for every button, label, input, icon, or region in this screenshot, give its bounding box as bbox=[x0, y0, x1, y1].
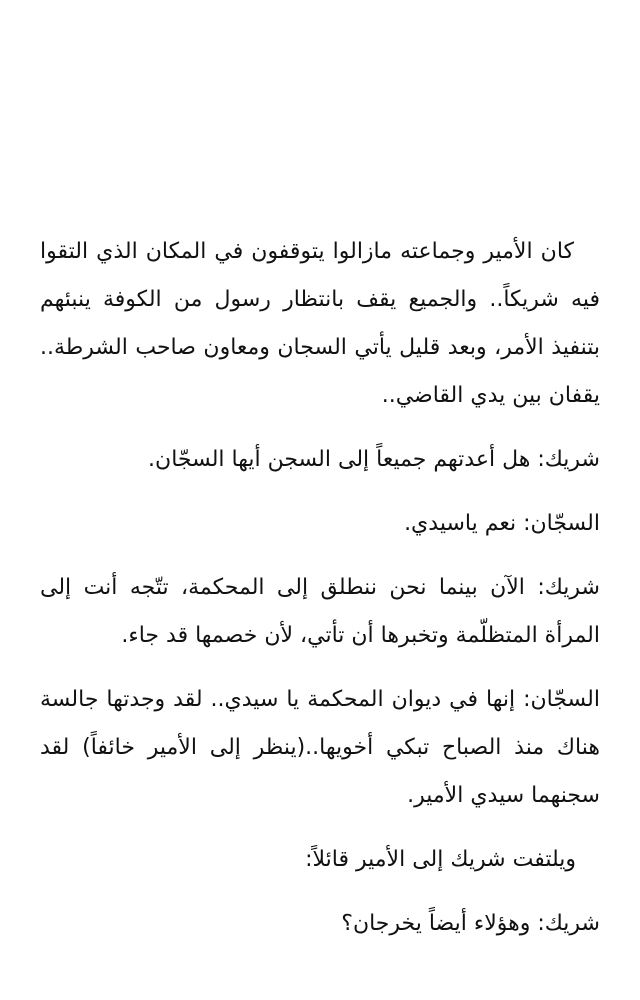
dialogue-line-jailer-1: السجّان: نعم ياسيدي. bbox=[404, 511, 600, 536]
dialogue-line-sharik-3: شريك: وهؤلاء أيضاً يخرجان؟ bbox=[341, 911, 600, 936]
page-text bbox=[40, 228, 600, 964]
dialogue-line-jailer-2: السجّان: إنها في ديوان المحكمة يا سيدي.. لقد وجدتها جالسة هناك منذ الصباح تبكي أخويها..(ينظر إلى الأمير خائفاً) لقد سجنهما سيدي الأمير. bbox=[40, 687, 600, 808]
dialogue-line-sharik-2: شريك: الآن بينما نحن ننطلق إلى المحكمة، تتّجه أنت إلى المرأة المتظلّمة وتخبرها أن تأتي، لأن خصمها قد جاء. bbox=[40, 575, 600, 648]
narration-paragraph: كان الأمير وجماعته مازالوا يتوقفون في المكان الذي التقوا فيه شريكاً.. والجميع يقف بانتظار رسول من الكوفة ينبئهم بتنفيذ الأمر، وبعد قليل يأتي السجان ومعاون صاحب الشرطة.. يقفان بين يدي القاضي.. bbox=[40, 239, 600, 408]
dialogue-line-sharik-1: شريك: هل أعدتهم جميعاً إلى السجن أيها السجّان. bbox=[148, 447, 600, 472]
narration-line: ويلتفت شريك إلى الأمير قائلاً: bbox=[305, 847, 576, 872]
